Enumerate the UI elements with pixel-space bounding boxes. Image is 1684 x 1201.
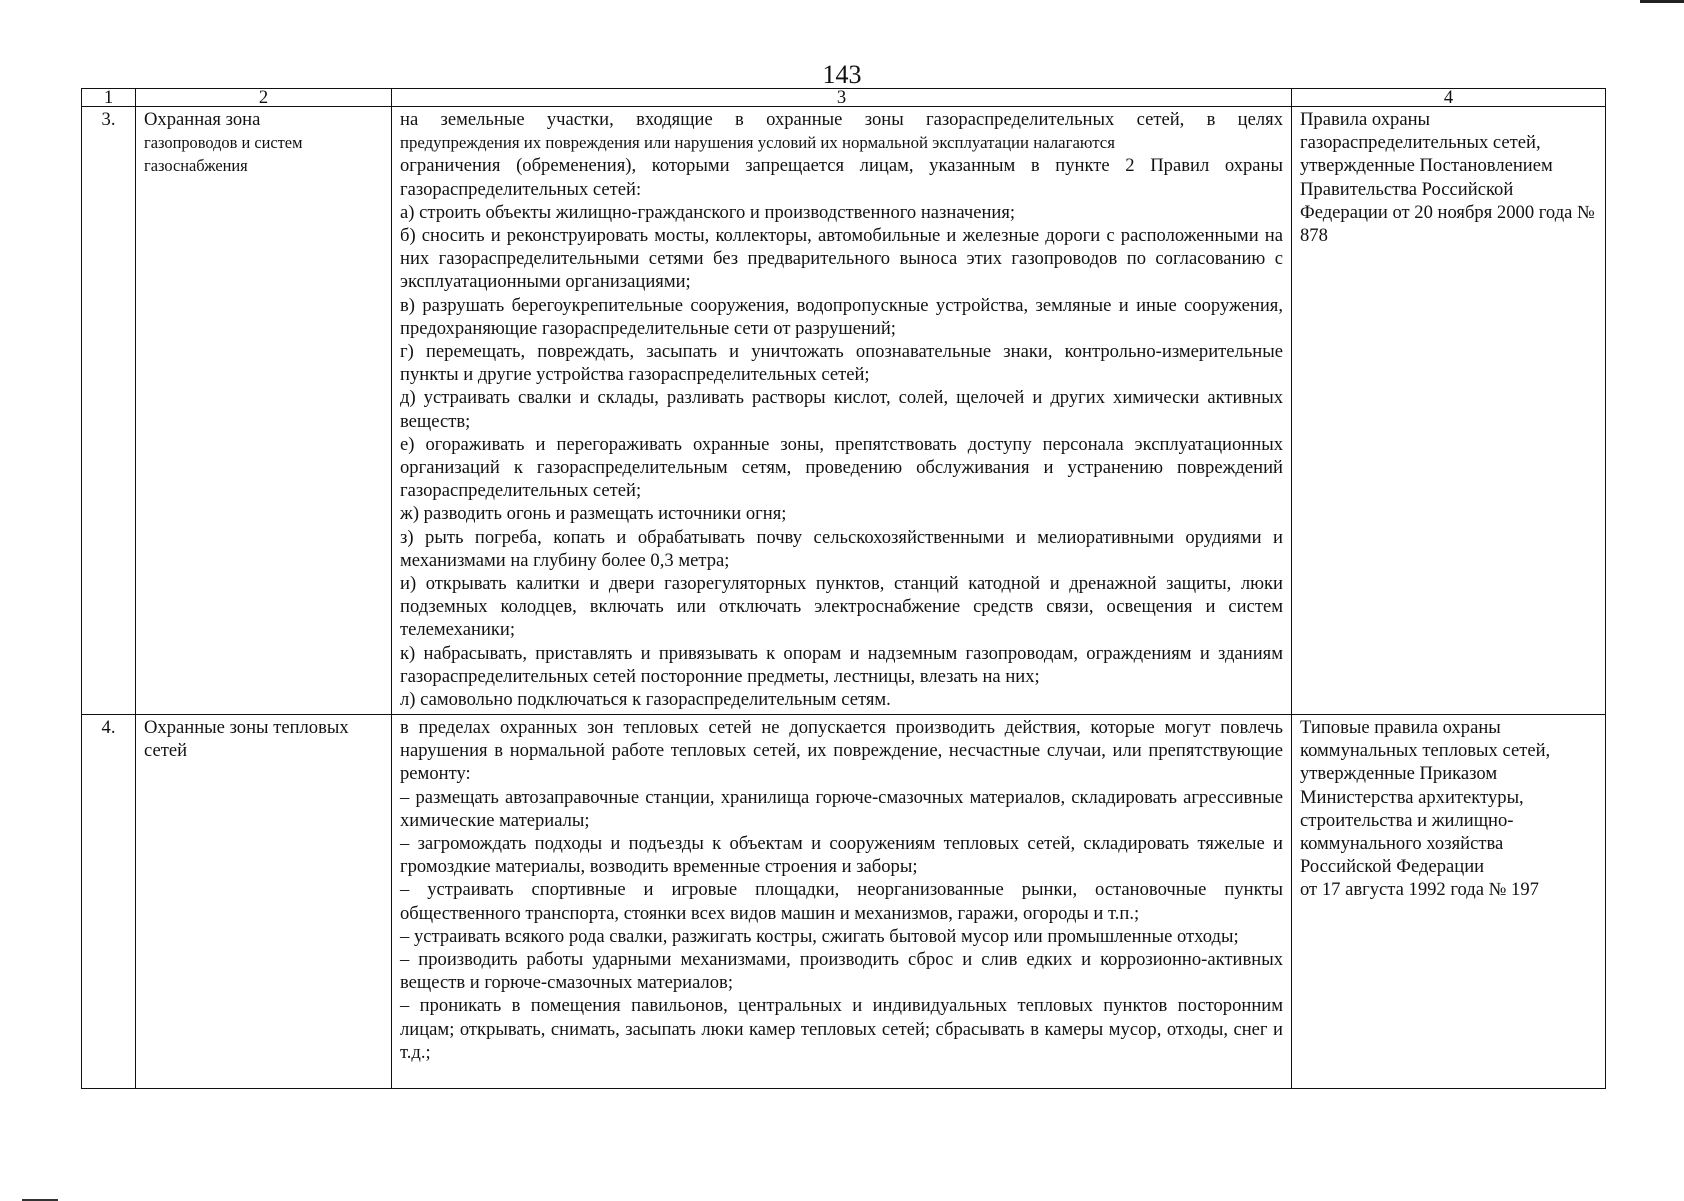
- restrictions-intro: ограничения (обременения), которыми запрещается лицам, указанным в пункте 2 Правил охраны газораспределительных сетей:: [400, 155, 1283, 200]
- list-item: – устраивать спортивные и игровые площадки, неорганизованные рынки, остановочные пункты общественного транспорта, стоянки всех видов машин и механизмов, гаражи, огороды и т.п.;: [400, 879, 1283, 924]
- zone-name-subtitle: газопроводов и систем газоснабжения: [144, 133, 303, 176]
- list-item: – размещать автозаправочные станции, хранилища горюче-смазочных материалов, складировать агрессивные химические материалы;: [400, 786, 1283, 831]
- list-item: – производить работы ударными механизмами, производить сброс и слив едких и коррозионно-активных веществ и горюче-смазочных материалов;: [400, 949, 1283, 994]
- list-item: – устраивать всякого рода свалки, разжигать костры, сжигать бытовой мусор или промышленные отходы;: [400, 925, 1239, 947]
- legal-source-line: Типовые правила охраны: [1300, 717, 1501, 738]
- legal-source-line: от 17 августа 1992 года № 197: [1300, 879, 1539, 901]
- list-item: г) перемещать, повреждать, засыпать и уничтожать опознавательные знаки, контрольно-измерительные пункты и другие устройства газораспределительных сетей;: [400, 341, 1283, 386]
- list-item: – проникать в помещения павильонов, центральных и индивидуальных тепловых пунктов посторонним лицам; открывать, снимать, засыпать люки камер тепловых сетей; сбрасывать в камеры мусор, отходы, снег и т.д.;: [400, 995, 1283, 1063]
- list-item: з) рыть погреба, копать и обрабатывать почву сельскохозяйственными и мелиоративными орудиями и механизмами на глубину более 0,3 метра;: [400, 526, 1283, 571]
- list-item: д) устраивать свалки и склады, разливать растворы кислот, солей, щелочей и других химически активных веществ;: [400, 387, 1283, 432]
- zone-name-title: Охранные зоны тепловых сетей: [144, 717, 349, 762]
- restrictions-lead: на земельные участки, входящие в охранные зоны газораспределительных сетей, в целях: [400, 109, 1283, 130]
- legal-source-line: утвержденные Приказом: [1300, 763, 1498, 785]
- restrictions-text: [392, 107, 1292, 715]
- zone-name: [136, 107, 392, 715]
- list-item: л) самовольно подключаться к газораспределительным сетям.: [400, 689, 891, 711]
- list-item: – загромождать подходы и подъезды к объектам и сооружениям тепловых сетей, складировать тяжелые и громоздкие материалы, возводить временные строения и заборы;: [400, 833, 1283, 878]
- list-item: а) строить объекты жилищно-гражданского и производственного назначения;: [400, 201, 1016, 223]
- legal-source-line: Министерства архитектуры,: [1300, 786, 1524, 808]
- restrictions-intro: в пределах охранных зон тепловых сетей не допускается производить действия, которые могут повлечь нарушения в нормальной работе тепловых сетей, их повреждение, несчастные случаи, или препятствующие ремонту:: [400, 717, 1283, 785]
- table-header-row: [82, 89, 1606, 107]
- legal-source-line: строительства и жилищно-: [1300, 809, 1514, 831]
- legal-source-line: Российской Федерации: [1300, 856, 1485, 878]
- scan-corner-mark: [1640, 0, 1684, 3]
- list-item: е) огораживать и перегораживать охранные зоны, препятствовать доступу персонала эксплуатационных организаций к газораспределительным сетям, проведению обслуживания и устранению повреждений газораспределительных сетей;: [400, 433, 1283, 502]
- page-number: 143: [822, 60, 862, 89]
- legal-source: [1292, 715, 1606, 1089]
- row-number: 4.: [82, 715, 136, 1089]
- list-item: и) открывать калитки и двери газорегуляторных пунктов, станций катодной и дренажной защиты, люки подземных колодцев, включать или отключать электроснабжение средств связи, освещения и систем телемеханики;: [400, 573, 1283, 641]
- restrictions-condition: предупреждения их повреждения или нарушения условий их нормальной эксплуатации налагаются: [400, 133, 1115, 153]
- table-row: [82, 715, 1606, 1089]
- table-row: [82, 107, 1606, 715]
- list-item: к) набрасывать, приставлять и привязывать к опорам и надземным газопроводам, ограждениям и зданиям газораспределительных сетей посторонние предметы, лестницы, влезать на них;: [400, 642, 1283, 687]
- legal-source-line: коммунального хозяйства: [1300, 833, 1504, 855]
- row-number: 3.: [82, 107, 136, 715]
- regulation-table: [81, 88, 1606, 1089]
- legal-source-line: коммунальных тепловых сетей,: [1300, 740, 1551, 762]
- list-item: б) сносить и реконструировать мосты, коллекторы, автомобильные и железные дороги с расположенными на них газораспределительными сетями без предварительного выноса этих газопроводов по согласованию с эксплуатационными организациями;: [400, 225, 1283, 293]
- zone-name-title: Охранная зона: [144, 109, 261, 130]
- restrictions-text: [392, 715, 1292, 1089]
- header-col-2: 2: [136, 89, 392, 107]
- legal-source-text: Правила охраны газораспределительных сетей, утвержденные Постановлением Правительства Российской Федерации от 20 ноября 2000 года № 878: [1300, 109, 1595, 247]
- legal-source: [1292, 107, 1606, 715]
- list-item: ж) разводить огонь и размещать источники огня;: [400, 503, 787, 525]
- header-col-4: 4: [1292, 89, 1606, 107]
- list-item: в) разрушать берегоукрепительные сооружения, водопропускные устройства, земляные и иные сооружения, предохраняющие газораспределительные сети от разрушений;: [400, 294, 1283, 339]
- header-col-3: 3: [392, 89, 1292, 107]
- header-col-1: 1: [82, 89, 136, 107]
- zone-name: [136, 715, 392, 1089]
